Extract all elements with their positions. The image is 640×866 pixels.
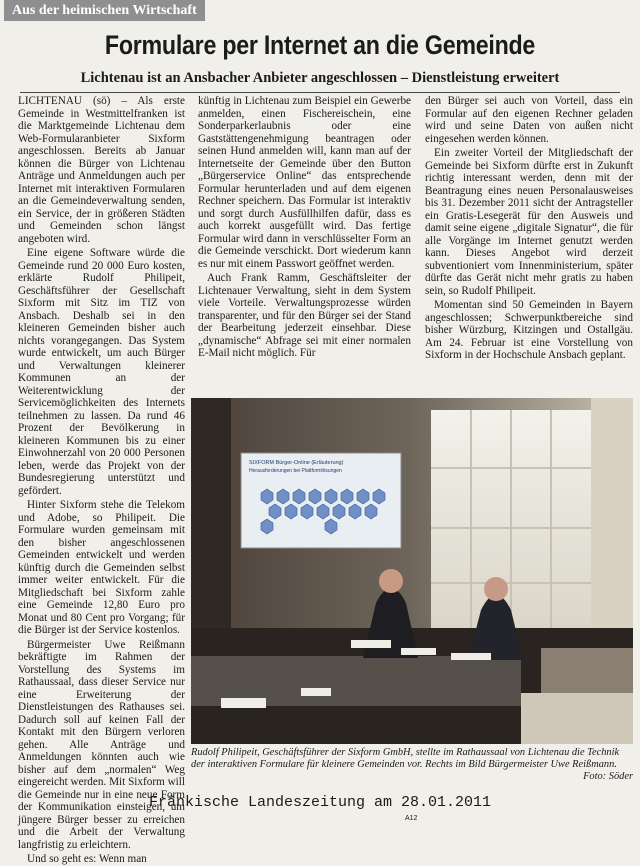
article-photo	[191, 398, 633, 744]
paragraph: Auch Frank Ramm, Geschäftsleiter der Lichtenauer Verwaltung, sieht in dem System viele Vorteile. Verwaltungsprozesse würden transparenter, und für den Bürger sei der Stand der Bearbeitung jederzeit einsehbar. Diese „dynamische“ Abfrage sei mit einer normalen E-Mail nicht möglich. Für	[198, 272, 411, 359]
photo-credit: Foto: Söder	[583, 771, 633, 782]
page-code: A12	[405, 815, 418, 822]
section-label: Aus der heimischen Wirtschaft	[4, 0, 205, 21]
article-headline: Formulare per Internet an die Gemeinde	[104, 30, 536, 60]
article-subheadline: Lichtenau ist an Ansbacher Anbieter angeschlossen – Dienstleistung erweitert	[80, 70, 560, 86]
paragraph: Bürgermeister Uwe Reißmann bekräftigte im Rahmen der Vorstellung des Systems im Rathaussaal, dass dieser Service nur eine Erweiterung der Dienstleistungen des Rathauses sei. Dadurch soll auf keinen Fall der Kontakt mit den Bürgern verloren gehen. Alle Anträge und Anmeldungen könnten auch wie bisher auf dem „normalen“ Weg eingereicht werden. Mit Sixform will die Gemeinde nur in eine neue Form der Kommunikation einsteigen, um jüngere Bürger besser zu erreichen und die Arbeit der Verwaltung langfristig zu erleichtern.	[18, 638, 185, 851]
paragraph: künftig in Lichtenau zum Beispiel ein Gewerbe anmelden, einen Fischereischein, eine Sonderparkerlaubnis oder eine Gaststättengenehmigung beantragen oder seinen Hund anmelden will, kann man auf der Internetseite der Gemeinde über den Button „Bürgerservice Online“ das entsprechende Formular herunterladen und auf dem eigenen Rechner speichern. Das Formular ist interaktiv und sorgt durch Ausfüllhilfen dafür, dass es auch korrekt ausgefüllt wird. Das fertige Formular wird dann in verschlüsselter Form an die Gemeinde verschickt. Dort wiederum kann es nur mit einem Passwort geöffnet werden.	[198, 95, 411, 270]
paragraph: Und so geht es: Wenn man	[27, 853, 147, 865]
paragraph: Hinter Sixform stehe die Telekom und Adobe, so Philipeit. Die Formulare wurden gemeinsam mit den bisher angeschlossenen Gemeinden entwickelt und werden künftig durch die Gemeinden selbst immer weiter entwickelt. Für die Mitgliedschaft bei Sixform zahle eine Gemeinde 12,80 Euro pro Monat und 80 Cent pro Vorgang; für die Bürger ist der Service kostenlos.	[18, 499, 185, 636]
paragraph: den Bürger sei auch von Vorteil, dass ein Formular auf den eigenen Rechner geladen wird und seine Daten von außen nicht eingesehen werden können.	[425, 95, 633, 145]
photo-caption	[191, 747, 633, 783]
article-column-1	[18, 95, 185, 865]
slide-subtitle: Herausforderungen bei Plattformlösungen	[249, 468, 342, 474]
section-header	[0, 0, 640, 22]
paragraph: Eine eigene Software würde die Gemeinde rund 20 000 Euro kosten, erklärte Rudolf Philipeit, Geschäftsführer der Gesellschaft Sixform mit Sitz im TIZ von Ansbach. Deshalb sei in den kleineren Gemeinden bisher auch nichts vorangegangen. Das System wurde entwickelt, um auch Bürger und Verwaltungen kleinerer Kommunen an der Weiterentwicklung der Servicemöglichkeiten des Internets teilnehmen zu lassen. Da rund 46 Prozent der Bevölkerung in kleineren Kommunen bis zu einer Einwohnerzahl von 20 000 Personen leben, werde das Projekt von der Bundesregierung unterstützt und gefördert.	[18, 247, 185, 497]
meeting-room-photo	[191, 398, 633, 744]
caption-text: Rudolf Philipeit, Geschäftsführer der Sixform GmbH, stellte im Rathaussaal von Lichtenau die Technik der interaktiven Formulare für kleinere Gemeinden vor. Rechts im Bild Bürgermeister Uwe Reißmann.	[191, 747, 620, 770]
paragraph: Ein zweiter Vorteil der Mitgliedschaft der Gemeinde bei Sixform dürfte erst in Zukunft richtig interessant werden, denn mit der Beantragung eines neuen Personalausweises bis 31. Dezember 2011 sicht der Antragsteller ein Gratis-Lesegerät für den Ausweis und damit seine eigene „digitale Signatur“, die für alle Vorgänge im Internet genutzt werden kann. Dieses Angebot wird derzeit subventioniert vom Innenministerium, später dürfte das Gerät nicht mehr gratis zu haben sein, so Rudolf Philipeit.	[425, 147, 633, 297]
article-column-2	[198, 95, 411, 393]
headline-divider	[20, 92, 620, 93]
paragraph: LICHTENAU (sö) – Als erste Gemeinde in Westmittelfranken ist die Marktgemeinde Lichtenau dem Web-Formularanbieter Sixform angeschlossen. Bereits ab Januar können die Bürger von Lichtenau Anträge und Anmeldungen auch per Internet mit interaktiven Formularen an die Gemeindeverwaltung senden, ein Service, der in größeren Städten und Gemeinden schon längst angeboten wird.	[18, 95, 185, 245]
slide-title: SIXFORM Bürger-Online (Erläuterung)	[249, 460, 344, 466]
article-column-3	[425, 95, 633, 413]
paragraph: Momentan sind 50 Gemeinden in Bayern angeschlossen; Schwerpunktbereiche sind bisher Würzburg, Kitzingen und Ostallgäu. Am 24. Februar ist eine Vorstellung von Sixform in der Hochschule Ansbach geplant.	[425, 299, 633, 361]
source-footer: Fränkische Landeszeitung am 28.01.2011	[148, 794, 492, 811]
